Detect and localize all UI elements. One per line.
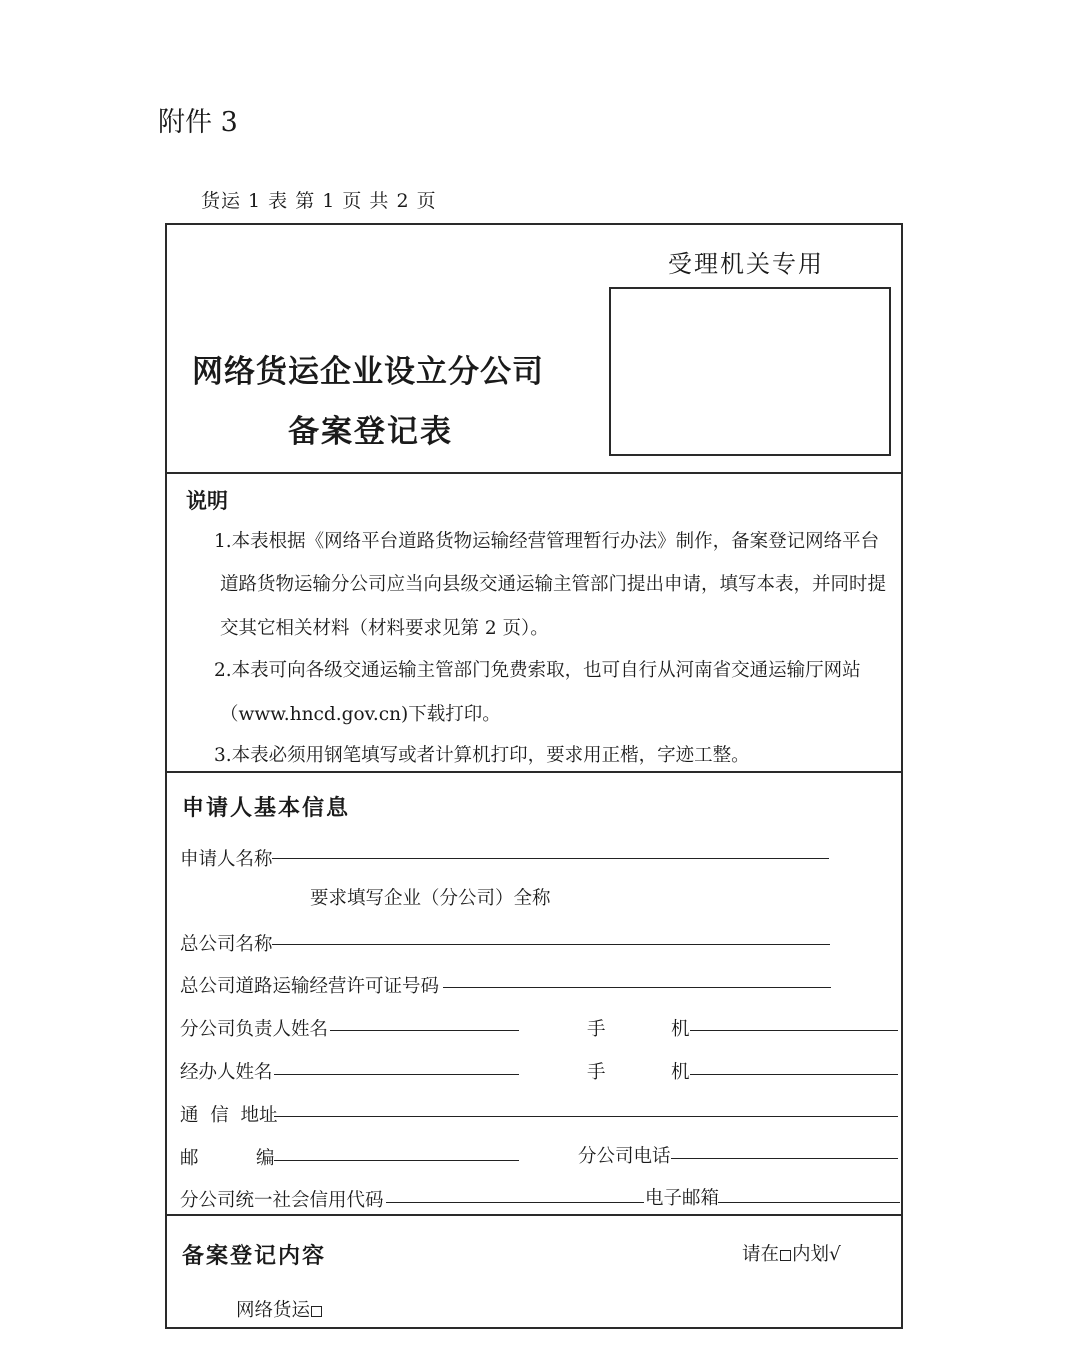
- postcode-label-char1: 邮: [180, 1148, 199, 1169]
- page-info: 货运 1 表 第 1 页 共 2 页: [201, 190, 437, 212]
- mobile-label-char1: 手: [587, 1019, 606, 1040]
- branch-phone-field[interactable]: [671, 1158, 898, 1159]
- divider-header: [167, 472, 901, 474]
- filing-instruction-pre: 请在: [742, 1244, 780, 1265]
- email-field[interactable]: [718, 1202, 900, 1203]
- postcode-field[interactable]: [274, 1160, 519, 1161]
- divider-applicant: [167, 1214, 901, 1216]
- address-label: 通 信 地址: [180, 1105, 278, 1126]
- credit-code-field[interactable]: [386, 1202, 644, 1203]
- filing-option-network-freight: [236, 1296, 323, 1322]
- mobile-label-char1: 手: [587, 1062, 606, 1083]
- filing-instruction-post: 内划√: [792, 1244, 841, 1265]
- note-line: 交其它相关材料（材料要求见第 2 页）。: [220, 618, 549, 639]
- divider-notes: [167, 771, 901, 773]
- branch-head-label: 分公司负责人姓名: [180, 1019, 329, 1040]
- hq-name-field[interactable]: [272, 944, 830, 945]
- note-line: 道路货物运输分公司应当向县级交通运输主管部门提出申请，填写本表，并同时提: [220, 574, 887, 595]
- applicant-name-label: 申请人名称: [180, 849, 273, 870]
- form-title-line1: 网络货运企业设立分公司: [192, 354, 544, 390]
- attachment-label: 附件 3: [158, 107, 238, 138]
- branch-head-field[interactable]: [330, 1030, 519, 1031]
- note-line: 1.本表根据《网络平台道路货物运输经营管理暂行办法》制作，备案登记网络平台: [214, 531, 880, 552]
- notes-heading: 说明: [186, 489, 228, 513]
- branch-head-mobile-field[interactable]: [690, 1030, 898, 1031]
- filing-option-checkbox[interactable]: [311, 1306, 322, 1317]
- note-line: 2.本表可向各级交通运输主管部门免费索取，也可自行从河南省交通运输厅网站: [214, 660, 861, 681]
- mobile-label-char2: 机: [671, 1019, 690, 1040]
- hq-license-label: 总公司道路运输经营许可证号码: [180, 976, 440, 997]
- handler-field[interactable]: [274, 1074, 519, 1075]
- form-title-line2: 备案登记表: [288, 414, 453, 450]
- hq-name-label: 总公司名称: [180, 934, 273, 955]
- applicant-heading: 申请人基本信息: [182, 796, 351, 821]
- mobile-label-char2: 机: [671, 1062, 690, 1083]
- agency-use-label: 受理机关专用: [668, 250, 824, 278]
- checkbox-icon: [780, 1250, 791, 1261]
- handler-label: 经办人姓名: [180, 1062, 273, 1083]
- applicant-name-field[interactable]: [272, 858, 829, 859]
- postcode-label-char2: 编: [256, 1148, 275, 1169]
- branch-phone-label: 分公司电话: [578, 1146, 671, 1167]
- note-line: 3.本表必须用钢笔填写或者计算机打印，要求用正楷，字迹工整。: [214, 745, 750, 766]
- filing-instruction: [742, 1240, 841, 1266]
- hq-license-field[interactable]: [443, 987, 831, 988]
- agency-use-box: [609, 287, 891, 456]
- address-field[interactable]: [274, 1116, 898, 1117]
- note-line: （www.hncd.gov.cn)下载打印。: [220, 704, 501, 725]
- credit-code-label: 分公司统一社会信用代码: [180, 1190, 384, 1211]
- filing-heading: 备案登记内容: [182, 1244, 327, 1269]
- email-label: 电子邮箱: [645, 1188, 720, 1209]
- applicant-name-hint: 要求填写企业（分公司）全称: [310, 888, 551, 909]
- filing-option-label: 网络货运: [236, 1300, 311, 1321]
- handler-mobile-field[interactable]: [690, 1074, 898, 1075]
